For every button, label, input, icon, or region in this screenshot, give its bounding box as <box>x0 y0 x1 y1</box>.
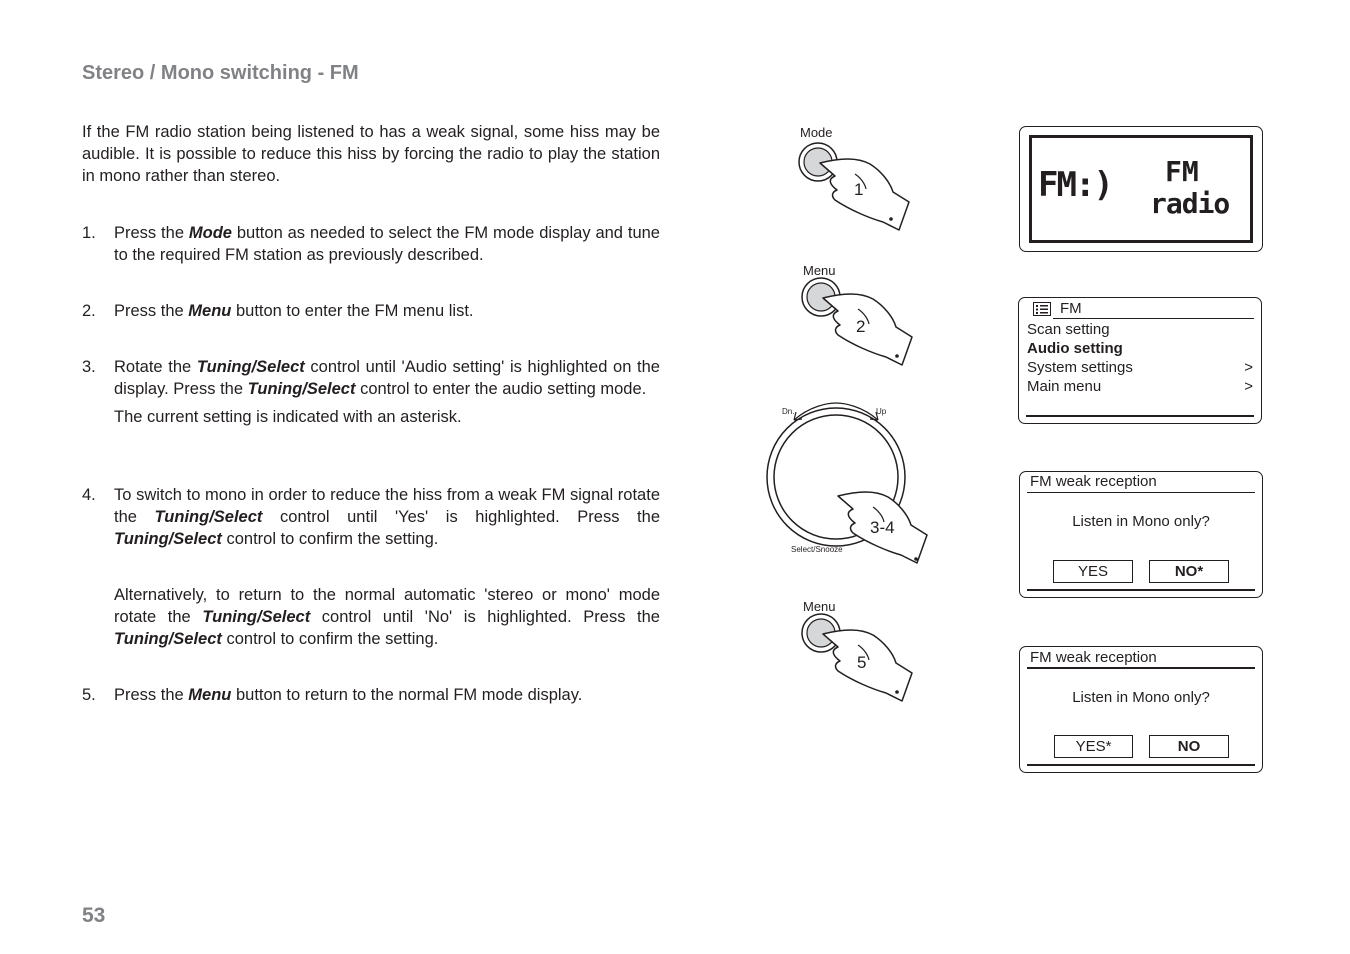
footer-rule <box>1027 589 1255 591</box>
step-number: 4. <box>82 486 96 504</box>
mono-question: Listen in Mono only? <box>1072 689 1210 706</box>
no-option: NO <box>1149 735 1229 758</box>
fm-mode-indicator: FM:) <box>1038 165 1112 205</box>
menu-button-label: Menu <box>803 599 836 614</box>
menu-item-main-menu: Main menu <box>1027 378 1102 395</box>
radio-text: radio <box>1150 187 1230 220</box>
menu-list-icon <box>1033 302 1051 316</box>
step-note: The current setting is indicated with an asterisk. <box>114 408 462 426</box>
page-title: Stereo / Mono switching - FM <box>82 62 359 84</box>
tuning-select-knob-illustration <box>760 400 950 575</box>
yes-option-selected: YES* <box>1054 735 1133 758</box>
step-text: To switch to mono in order to reduce the hiss from a weak FM signal rotate the Tuning/Select control until 'Yes' is highlighted. Press the Tuning/Select control to confirm the setting. <box>114 486 660 548</box>
step-text: Rotate the Tuning/Select control until 'Audio setting' is highlighted on the display. Press the Tuning/Select control to enter the audio setting mode. <box>114 358 660 398</box>
step-number: 5. <box>82 686 96 704</box>
menu-item-audio-setting: Audio setting <box>1027 340 1123 357</box>
fm-mode-display <box>1019 126 1263 252</box>
knob-select-label: Select/Snooze <box>791 545 843 554</box>
step-2 <box>82 300 660 322</box>
header-rule <box>1027 667 1255 669</box>
menu-item-system-settings: System settings <box>1027 359 1133 376</box>
knob-down-label: Dn. <box>782 407 795 416</box>
header-rule <box>1053 318 1254 319</box>
menu-header: FM <box>1060 300 1082 317</box>
step-text: Press the Menu button to return to the normal FM mode display. <box>114 686 583 704</box>
step-number: 3. <box>82 358 96 376</box>
step-badge-1: 1 <box>854 180 864 199</box>
step-text: Press the Menu button to enter the FM menu list. <box>114 302 474 320</box>
submenu-arrow: > <box>1244 378 1253 395</box>
footer-rule <box>1027 764 1255 766</box>
step-badge-2: 2 <box>856 317 866 336</box>
header-rule <box>1027 492 1255 493</box>
mode-button-label: Mode <box>800 125 833 140</box>
no-option-selected: NO* <box>1149 560 1229 583</box>
footer-rule <box>1026 415 1254 417</box>
fm-menu-display <box>1018 297 1262 424</box>
dialog-header: FM weak reception <box>1030 473 1157 490</box>
step-number: 1. <box>82 224 96 242</box>
step-4 <box>82 484 660 650</box>
step-1 <box>82 222 660 266</box>
knob-up-label: Up <box>876 407 887 416</box>
submenu-arrow: > <box>1244 359 1253 376</box>
step-alternative: Alternatively, to return to the normal automatic 'stereo or mono' mode rotate the Tuning/Select control until 'No' is highlighted. Press the Tuning/Select control to confirm the setting. <box>114 586 660 648</box>
step-3 <box>82 356 660 428</box>
step-number: 2. <box>82 302 96 320</box>
step-badge-3-4: 3-4 <box>870 518 895 537</box>
menu-item-scan-setting: Scan setting <box>1027 321 1110 338</box>
intro-paragraph: If the FM radio station being listened to has a weak signal, some hiss may be audible. It is possible to reduce this hiss by forcing the radio to play the station in mono rather than stereo. <box>82 123 660 185</box>
menu-button-label: Menu <box>803 263 836 278</box>
weak-reception-display-yes <box>1019 646 1263 773</box>
step-badge-5: 5 <box>857 653 867 672</box>
step-text: Press the Mode button as needed to select the FM mode display and tune to the required FM station as previously described. <box>114 224 660 264</box>
dialog-header: FM weak reception <box>1030 649 1157 666</box>
step-5 <box>82 684 660 706</box>
mono-question: Listen in Mono only? <box>1072 513 1210 530</box>
yes-option: YES <box>1053 560 1133 583</box>
fm-band-text: FM <box>1165 155 1199 188</box>
weak-reception-display-no <box>1019 471 1263 598</box>
page-number: 53 <box>82 904 106 927</box>
